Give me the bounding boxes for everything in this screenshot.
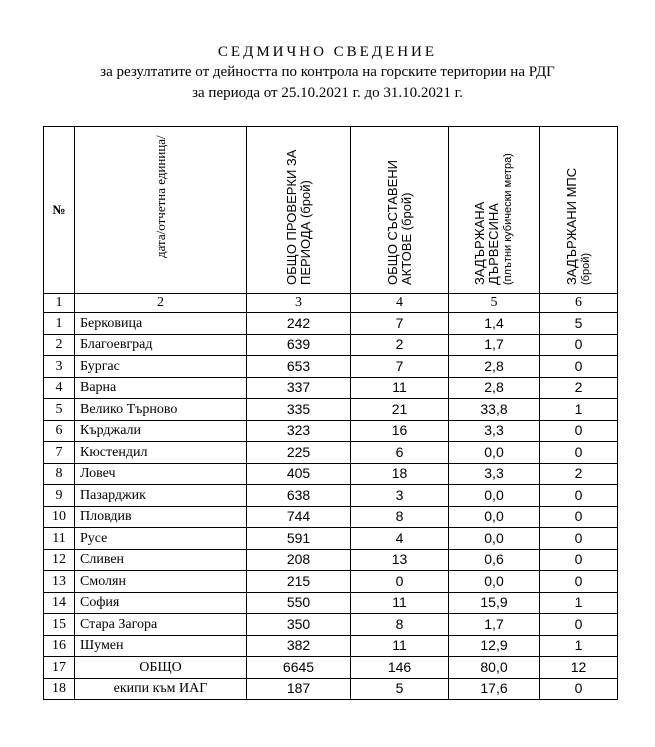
- row-mps-cell: 0: [540, 485, 618, 507]
- table-row: [44, 614, 618, 636]
- row-checks-cell: 242: [247, 313, 351, 335]
- row-checks-cell: 187: [247, 678, 351, 700]
- row-acts-cell: 11: [351, 635, 449, 657]
- row-mps-cell: 0: [540, 549, 618, 571]
- row-mps-cell: 0: [540, 420, 618, 442]
- table-row: [44, 377, 618, 399]
- header-mps-unit: (брой): [579, 252, 592, 285]
- column-index-cell: 5: [449, 294, 540, 313]
- table-row: [44, 528, 618, 550]
- table-header-row: [44, 127, 618, 294]
- row-number-cell: 7: [44, 442, 75, 464]
- row-timber-cell: 0,0: [449, 485, 540, 507]
- row-acts-cell: 18: [351, 463, 449, 485]
- row-checks-cell: 323: [247, 420, 351, 442]
- row-name-cell: Бургас: [75, 356, 247, 378]
- row-number-cell: 16: [44, 635, 75, 657]
- row-mps-cell: 0: [540, 571, 618, 593]
- row-checks-cell: 405: [247, 463, 351, 485]
- row-checks-cell: 744: [247, 506, 351, 528]
- row-acts-cell: 7: [351, 313, 449, 335]
- row-acts-cell: 16: [351, 420, 449, 442]
- row-checks-cell: 382: [247, 635, 351, 657]
- row-mps-cell: 5: [540, 313, 618, 335]
- row-name-cell: Берковица: [75, 313, 247, 335]
- row-name-cell: ОБЩО: [75, 657, 247, 679]
- report-table: [43, 126, 618, 700]
- table-row: [44, 657, 618, 679]
- row-name-cell: Велико Търново: [75, 399, 247, 421]
- row-mps-cell: 0: [540, 442, 618, 464]
- table-row: [44, 442, 618, 464]
- table-row: [44, 399, 618, 421]
- header-mps: [540, 127, 618, 294]
- document-subtitle: за резултатите от дейността по контрола на горските територии на РДГ: [100, 64, 555, 80]
- row-checks-cell: 591: [247, 528, 351, 550]
- row-checks-cell: 337: [247, 377, 351, 399]
- row-number-cell: 13: [44, 571, 75, 593]
- row-timber-cell: 3,3: [449, 420, 540, 442]
- row-name-cell: Кюстендил: [75, 442, 247, 464]
- row-number-cell: 10: [44, 506, 75, 528]
- row-mps-cell: 12: [540, 657, 618, 679]
- header-timber-label: ЗАДЪРЖАНА ДЪРВЕСИНА: [472, 201, 501, 285]
- row-timber-cell: 0,6: [449, 549, 540, 571]
- row-acts-cell: 8: [351, 506, 449, 528]
- row-checks-cell: 6645: [247, 657, 351, 679]
- row-mps-cell: 1: [540, 635, 618, 657]
- row-acts-cell: 8: [351, 614, 449, 636]
- row-name-cell: Смолян: [75, 571, 247, 593]
- table-row: [44, 635, 618, 657]
- row-acts-cell: 2: [351, 334, 449, 356]
- header-checks-label: ОБЩО ПРОВЕРКИ ЗА ПЕРИОДА: [283, 149, 313, 285]
- row-mps-cell: 0: [540, 334, 618, 356]
- row-timber-cell: 2,8: [449, 356, 540, 378]
- table-row: [44, 356, 618, 378]
- header-acts: [351, 127, 449, 294]
- row-number-cell: 6: [44, 420, 75, 442]
- row-mps-cell: 2: [540, 463, 618, 485]
- row-acts-cell: 7: [351, 356, 449, 378]
- row-timber-cell: 15,9: [449, 592, 540, 614]
- row-timber-cell: 12,9: [449, 635, 540, 657]
- row-number-cell: 11: [44, 528, 75, 550]
- header-timber: [449, 127, 540, 294]
- row-mps-cell: 2: [540, 377, 618, 399]
- row-mps-cell: 1: [540, 399, 618, 421]
- row-acts-cell: 11: [351, 592, 449, 614]
- header-acts-label: ОБЩО СЪСТАВЕНИ АКТОВЕ: [384, 160, 414, 285]
- row-mps-cell: 1: [540, 592, 618, 614]
- header-checks: [247, 127, 351, 294]
- row-name-cell: Благоевград: [75, 334, 247, 356]
- table-row: [44, 506, 618, 528]
- row-timber-cell: 0,0: [449, 442, 540, 464]
- header-timber-unit: (плътни кубически метра): [502, 153, 514, 285]
- row-timber-cell: 1,4: [449, 313, 540, 335]
- row-name-cell: Русе: [75, 528, 247, 550]
- row-timber-cell: 0,0: [449, 528, 540, 550]
- row-timber-cell: 1,7: [449, 334, 540, 356]
- header-unit: [75, 127, 247, 294]
- row-mps-cell: 0: [540, 678, 618, 700]
- header-unit-label: дата/отчетна единица/: [152, 135, 168, 258]
- row-name-cell: Варна: [75, 377, 247, 399]
- row-mps-cell: 0: [540, 528, 618, 550]
- column-index-cell: 4: [351, 294, 449, 313]
- row-number-cell: 1: [44, 313, 75, 335]
- row-name-cell: Сливен: [75, 549, 247, 571]
- row-number-cell: 12: [44, 549, 75, 571]
- column-index-cell: 3: [247, 294, 351, 313]
- table-row: [44, 420, 618, 442]
- table-row: [44, 485, 618, 507]
- row-checks-cell: 550: [247, 592, 351, 614]
- column-index-cell: 2: [75, 294, 247, 313]
- table-row: [44, 549, 618, 571]
- row-timber-cell: 33,8: [449, 399, 540, 421]
- column-index-row: [44, 294, 618, 313]
- row-number-cell: 9: [44, 485, 75, 507]
- row-timber-cell: 1,7: [449, 614, 540, 636]
- row-number-cell: 4: [44, 377, 75, 399]
- header-number: №: [44, 127, 75, 294]
- row-number-cell: 3: [44, 356, 75, 378]
- row-checks-cell: 215: [247, 571, 351, 593]
- header-checks-unit: (брой): [297, 180, 313, 219]
- row-number-cell: 15: [44, 614, 75, 636]
- row-name-cell: екипи към ИАГ: [75, 678, 247, 700]
- row-name-cell: Кърджали: [75, 420, 247, 442]
- row-acts-cell: 146: [351, 657, 449, 679]
- row-acts-cell: 11: [351, 377, 449, 399]
- row-mps-cell: 0: [540, 506, 618, 528]
- row-checks-cell: 638: [247, 485, 351, 507]
- row-acts-cell: 6: [351, 442, 449, 464]
- row-timber-cell: 3,3: [449, 463, 540, 485]
- row-name-cell: Шумен: [75, 635, 247, 657]
- row-name-cell: Стара Загора: [75, 614, 247, 636]
- row-number-cell: 17: [44, 657, 75, 679]
- row-timber-cell: 80,0: [449, 657, 540, 679]
- row-name-cell: Ловеч: [75, 463, 247, 485]
- row-mps-cell: 0: [540, 614, 618, 636]
- row-acts-cell: 13: [351, 549, 449, 571]
- table-row: [44, 678, 618, 700]
- row-timber-cell: 0,0: [449, 571, 540, 593]
- row-number-cell: 2: [44, 334, 75, 356]
- document-title: СЕДМИЧНО СВЕДЕНИЕ: [217, 44, 438, 60]
- row-name-cell: Пазарджик: [75, 485, 247, 507]
- document-period: за периода от 25.10.2021 г. до 31.10.2021 г.: [192, 85, 463, 101]
- row-name-cell: Пловдив: [75, 506, 247, 528]
- table-row: [44, 571, 618, 593]
- row-number-cell: 18: [44, 678, 75, 700]
- row-checks-cell: 350: [247, 614, 351, 636]
- row-acts-cell: 4: [351, 528, 449, 550]
- row-number-cell: 8: [44, 463, 75, 485]
- row-acts-cell: 5: [351, 678, 449, 700]
- row-timber-cell: 17,6: [449, 678, 540, 700]
- table-row: [44, 313, 618, 335]
- column-index-cell: 6: [540, 294, 618, 313]
- table-row: [44, 334, 618, 356]
- row-acts-cell: 0: [351, 571, 449, 593]
- table-row: [44, 463, 618, 485]
- row-checks-cell: 208: [247, 549, 351, 571]
- row-checks-cell: 225: [247, 442, 351, 464]
- row-checks-cell: 335: [247, 399, 351, 421]
- header-acts-unit: (брой): [398, 192, 414, 231]
- row-checks-cell: 639: [247, 334, 351, 356]
- column-index-cell: 1: [44, 294, 75, 313]
- header-mps-label: ЗАДЪРЖАНИ МПС: [563, 167, 579, 285]
- row-timber-cell: 2,8: [449, 377, 540, 399]
- row-checks-cell: 653: [247, 356, 351, 378]
- row-acts-cell: 21: [351, 399, 449, 421]
- row-timber-cell: 0,0: [449, 506, 540, 528]
- row-mps-cell: 0: [540, 356, 618, 378]
- table-row: [44, 592, 618, 614]
- row-acts-cell: 3: [351, 485, 449, 507]
- row-number-cell: 5: [44, 399, 75, 421]
- row-name-cell: София: [75, 592, 247, 614]
- row-number-cell: 14: [44, 592, 75, 614]
